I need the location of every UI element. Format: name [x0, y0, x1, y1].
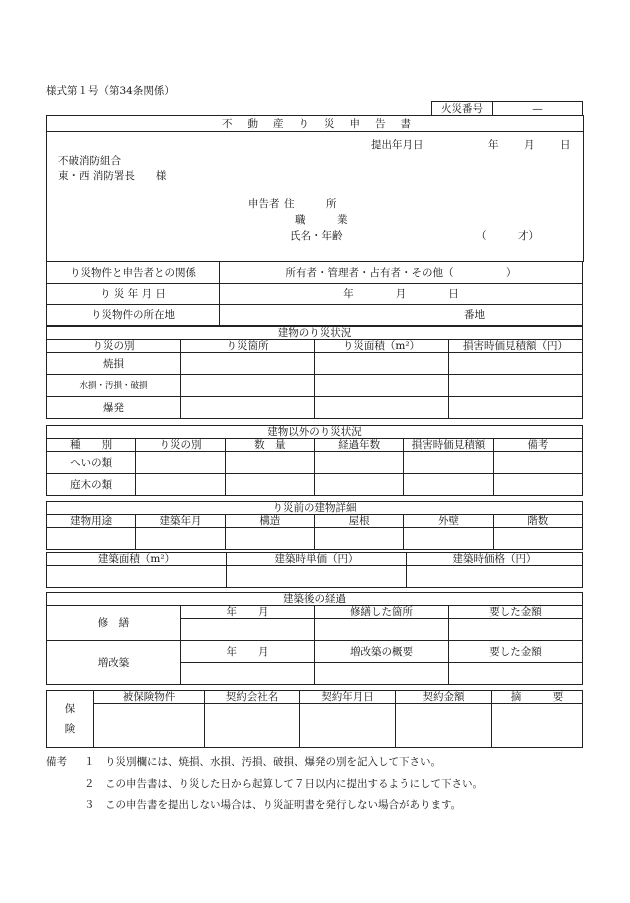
expansion-ym: 年 月 [181, 641, 315, 663]
applicant-label: 申告者 [248, 198, 280, 210]
ins-cell[interactable] [300, 704, 396, 748]
repair-ym: 年 月 [181, 606, 315, 619]
building-details-table [46, 501, 583, 550]
insurance-table [46, 690, 583, 748]
bd-cell[interactable] [449, 397, 583, 419]
bdet-cell[interactable] [47, 528, 136, 550]
note-1-number: １ [84, 756, 95, 768]
od-cell[interactable] [493, 452, 582, 474]
od-header-years: 経過年数 [314, 439, 403, 452]
od-row-fence: へいの類 [47, 452, 136, 474]
od-cell[interactable] [493, 474, 582, 496]
repair-cost-header: 要した金額 [449, 606, 583, 619]
relation-field[interactable]: 所有者・管理者・占有者・その他（ ） [220, 262, 583, 284]
ins-header-company: 契約会社名 [205, 691, 300, 704]
bd-cell[interactable] [449, 375, 583, 397]
disaster-date-label: り 災 年 月 日 [47, 284, 220, 305]
expansion-cell[interactable] [449, 663, 583, 685]
ins-cell[interactable] [492, 704, 583, 748]
history-table [46, 592, 583, 685]
bdet-cell[interactable] [493, 528, 582, 550]
od-cell[interactable] [225, 452, 314, 474]
od-cell[interactable] [225, 474, 314, 496]
note-2-number: ２ [84, 778, 95, 790]
bd-cell[interactable] [181, 397, 315, 419]
od-cell[interactable] [314, 452, 403, 474]
addressee-line2: 東・西 消防署長 様 [58, 170, 167, 182]
bdet-header-built: 建築年月 [136, 515, 225, 528]
ins-cell[interactable] [396, 704, 492, 748]
note-1-text: り災別欄には、焼損、水損、汚損、破損、爆発の別を記入して下さい。 [105, 756, 441, 768]
bdet-header-wall: 外壁 [404, 515, 493, 528]
form-title: 不動産り災申告書 [222, 118, 426, 130]
insurance-label [47, 691, 94, 748]
ins-header-remarks: 摘 要 [492, 691, 583, 704]
od-cell[interactable] [314, 474, 403, 496]
od-cell[interactable] [136, 452, 225, 474]
od-header-type: り災の別 [136, 439, 225, 452]
ins-header-object: 被保険物件 [94, 691, 205, 704]
bd-header-type: り災の別 [47, 340, 181, 353]
bcost-cell[interactable] [47, 566, 227, 588]
applicant-name-age-label: 氏名・年齢 [290, 230, 343, 242]
location-label: り災物件の所在地 [47, 305, 220, 326]
bd-cell[interactable] [181, 375, 315, 397]
bd-cell[interactable] [449, 353, 583, 375]
location-field[interactable]: 番地 [220, 305, 583, 326]
ins-cell[interactable] [94, 704, 205, 748]
bdet-header-floors: 階数 [493, 515, 582, 528]
bd-cell[interactable] [315, 397, 449, 419]
bd-header-estimate: 損害時価見積額（円） [449, 340, 583, 353]
insurance-label-top: 保 [64, 703, 76, 715]
bd-cell[interactable] [315, 353, 449, 375]
ins-cell[interactable] [205, 704, 300, 748]
repair-spot-header: 修繕した箇所 [315, 606, 449, 619]
ins-header-amount: 契約金額 [396, 691, 492, 704]
building-damage-table [46, 326, 583, 419]
applicant-occupation-label: 職 業 [295, 214, 348, 226]
bd-row-burn: 焼損 [47, 353, 181, 375]
bcost-header-area: 建築面積（m²） [47, 553, 227, 566]
submit-year[interactable]: 年 [488, 139, 499, 151]
submit-date-label: 提出年月日 [371, 139, 424, 151]
fire-number-label: 火災番号 [432, 102, 493, 116]
info-table [46, 261, 583, 326]
od-cell[interactable] [136, 474, 225, 496]
repair-cell[interactable] [181, 619, 315, 641]
od-header-remarks: 備考 [493, 439, 582, 452]
repair-label: 修 繕 [47, 606, 181, 641]
repair-cell[interactable] [315, 619, 449, 641]
applicant-address-label: 住 所 [284, 198, 337, 210]
bcost-header-price: 建築時価格（円） [407, 553, 583, 566]
building-damage-title: 建物のり災状況 [47, 327, 583, 340]
history-title: 建築後の経過 [47, 593, 583, 606]
bd-header-location: り災箇所 [181, 340, 315, 353]
bdet-cell[interactable] [136, 528, 225, 550]
bdet-header-roof: 屋根 [314, 515, 403, 528]
other-damage-table [46, 425, 583, 496]
bcost-cell[interactable] [407, 566, 583, 588]
bcost-cell[interactable] [227, 566, 407, 588]
bd-row-water: 水損・汚損・破損 [47, 375, 181, 397]
addressee-line1: 不破消防組合 [58, 155, 121, 167]
disaster-date-field[interactable]: 年 月 日 [220, 284, 583, 305]
form-number: 様式第１号（第34条関係） [46, 85, 175, 97]
building-cost-table [46, 552, 583, 588]
expansion-cell[interactable] [315, 663, 449, 685]
bdet-header-structure: 構造 [225, 515, 314, 528]
expansion-cell[interactable] [181, 663, 315, 685]
bdet-cell[interactable] [314, 528, 403, 550]
od-cell[interactable] [404, 452, 493, 474]
od-header-qty: 数 量 [225, 439, 314, 452]
expansion-summary-header: 増改築の概要 [315, 641, 449, 663]
note-3-text: この申告書を提出しない場合は、り災証明書を発行しない場合があります。 [105, 799, 462, 811]
relation-label: り災物件と申告者との関係 [47, 262, 220, 284]
title-divider [46, 131, 584, 132]
notes-label: 備考 [46, 756, 67, 768]
bd-cell[interactable] [181, 353, 315, 375]
submit-day[interactable]: 日 [560, 139, 571, 151]
note-3-number: ３ [84, 799, 95, 811]
insurance-label-bottom: 険 [64, 723, 76, 735]
expansion-cost-header: 要した金額 [449, 641, 583, 663]
fire-number-box [431, 101, 583, 116]
od-cell[interactable] [404, 474, 493, 496]
od-header-estimate: 損害時価見積額 [404, 439, 493, 452]
expansion-label: 増改築 [47, 641, 181, 685]
bd-row-explosion: 爆発 [47, 397, 181, 419]
od-row-trees: 庭木の類 [47, 474, 136, 496]
bdet-cell[interactable] [225, 528, 314, 550]
note-2-text: この申告書は、り災した日から起算して７日以内に提出するようにして下さい。 [105, 778, 483, 790]
ins-header-date: 契約年月日 [300, 691, 396, 704]
bd-header-area: り災面積（m²） [315, 340, 449, 353]
other-damage-title: 建物以外のり災状況 [47, 426, 583, 439]
building-details-title: り災前の建物詳細 [47, 502, 583, 515]
fire-number-field[interactable]: — [493, 102, 583, 116]
bdet-cell[interactable] [404, 528, 493, 550]
repair-cell[interactable] [449, 619, 583, 641]
bdet-header-use: 建物用途 [47, 515, 136, 528]
od-header-kind: 種 別 [47, 439, 136, 452]
applicant-age-field[interactable]: （ 才） [476, 230, 539, 242]
bcost-header-unit: 建築時単価（円） [227, 553, 407, 566]
bd-cell[interactable] [315, 375, 449, 397]
submit-month[interactable]: 月 [524, 139, 535, 151]
